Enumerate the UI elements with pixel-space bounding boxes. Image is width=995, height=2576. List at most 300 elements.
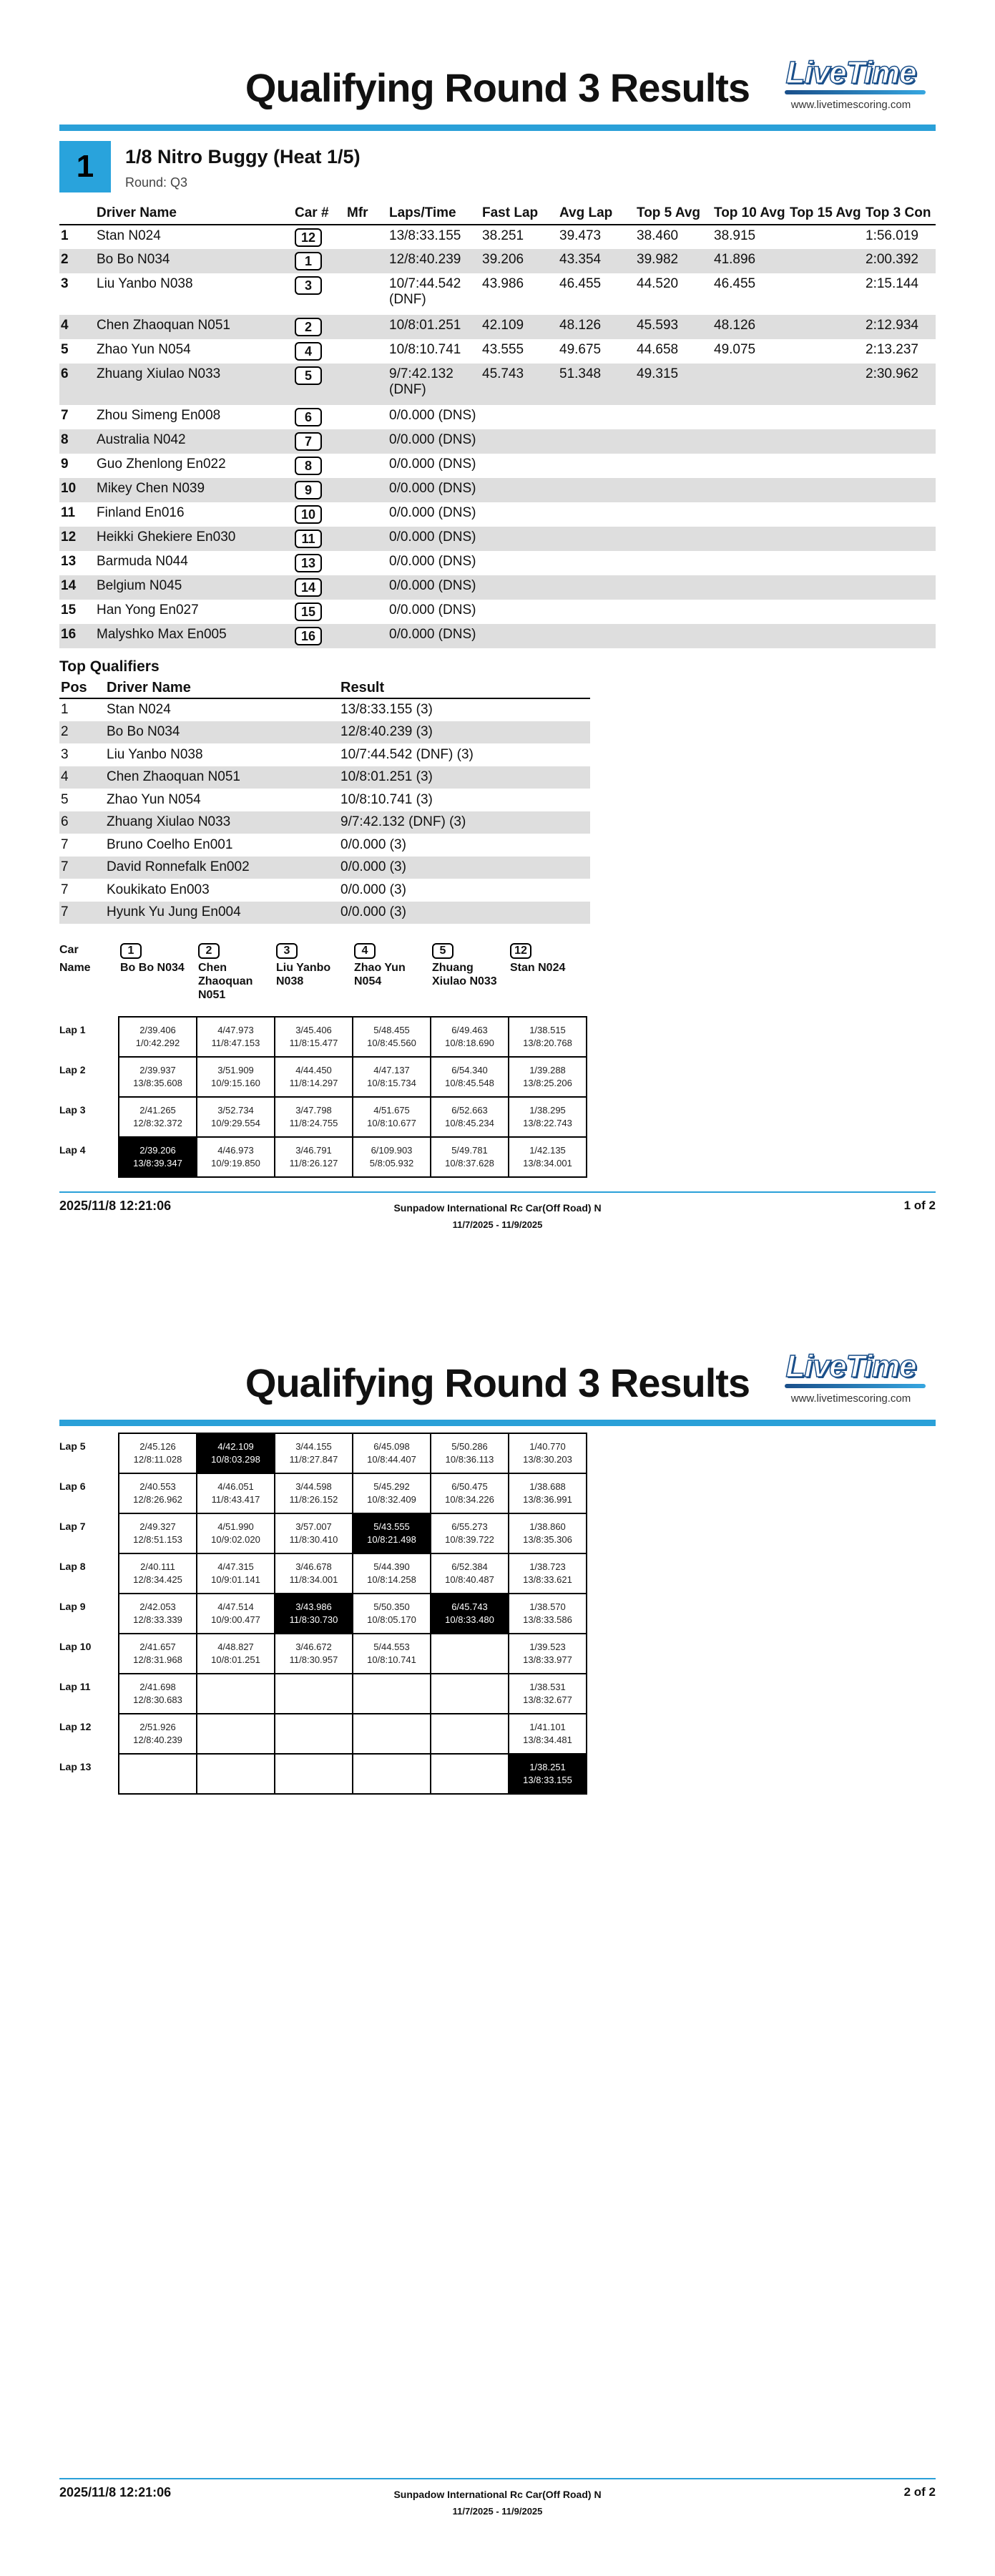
lap-time-cell: [353, 1473, 431, 1513]
lap-position-time: 4/48.827: [217, 1641, 254, 1652]
lap-total-time: 10/8:45.234: [445, 1118, 494, 1128]
results-cell-top10: 41.896: [712, 249, 788, 273]
lap-time-cell: [275, 1634, 353, 1674]
results-cell-name: Chen Zhaoquan N051: [95, 315, 293, 339]
car-number-badge: 2: [295, 318, 322, 336]
lap-empty-cell: [353, 1714, 431, 1754]
lap-row: [59, 1553, 587, 1594]
results-row: [59, 273, 936, 315]
lap-time-cell: [509, 1017, 587, 1057]
tq-cell-name: Liu Yanbo N038: [107, 746, 203, 762]
car-number-badge: 1: [295, 252, 322, 270]
results-cell-top10: 48.126: [712, 315, 788, 339]
results-cell-name: Barmuda N044: [97, 554, 188, 569]
results-row: [59, 575, 936, 600]
lap-time-cell: [275, 1137, 353, 1177]
results-cell-car: [293, 502, 345, 527]
lap-total-time: 1/0:42.292: [135, 1038, 180, 1048]
lap-time-cell: [353, 1433, 431, 1473]
logo-wordmark: LiveTime: [785, 55, 916, 90]
lap-total-time: 12/8:30.683: [133, 1694, 182, 1705]
lap-row: [59, 1714, 587, 1754]
lap-position-time: 1/41.101: [529, 1722, 566, 1732]
results-cell-name: Liu Yanbo N038: [97, 276, 193, 291]
lap-total-time: 13/8:22.743: [523, 1118, 572, 1128]
results-cell-fast: [481, 575, 558, 600]
lap-time-cell: [275, 1057, 353, 1097]
lap-total-time: 10/8:32.409: [367, 1494, 416, 1505]
results-cell-top3: 2:13.237: [866, 342, 918, 357]
tq-cell-pos: 5: [61, 791, 69, 807]
lap-total-time: 13/8:33.621: [523, 1574, 572, 1585]
car-number-badge: 3: [276, 943, 298, 959]
lap-time-cell: [353, 1553, 431, 1594]
results-cell-name: Zhou Simeng En008: [97, 408, 221, 423]
results-cell-car: [293, 315, 345, 339]
lap-total-time: 12/8:34.425: [133, 1574, 182, 1585]
lap-total-time: 10/8:01.251: [211, 1654, 260, 1665]
lap-total-time: 13/8:36.991: [523, 1494, 572, 1505]
name-label: Name: [59, 962, 91, 974]
lap-time-cell: [119, 1714, 197, 1754]
results-cell-top15: [788, 600, 864, 624]
lap-time-cell: [353, 1097, 431, 1137]
footer-datetime: 2025/11/8 12:21:06: [59, 1199, 172, 1213]
lap-total-time: 13/8:35.306: [523, 1534, 572, 1545]
logo-url: www.livetimescoring.com: [790, 1392, 911, 1405]
lap-total-time: 11/8:34.001: [289, 1574, 338, 1585]
tq-row: [59, 902, 590, 924]
results-cell-top5: [635, 624, 712, 648]
results-cell-car: [293, 551, 345, 575]
car-number-badge: 1: [120, 943, 142, 959]
lap-position-time: 1/38.515: [529, 1025, 566, 1035]
lap-time-cell: [509, 1097, 587, 1137]
lap-position-time: 1/38.723: [529, 1561, 566, 1572]
lap-time-cell: [431, 1097, 509, 1137]
lap-position-time: 3/47.798: [295, 1105, 332, 1116]
results-cell-top15: [788, 339, 864, 364]
report-title: Qualifying Round 3 Results: [245, 1360, 750, 1405]
lap-total-time: 13/8:20.768: [523, 1038, 572, 1048]
results-cell-top10: [712, 478, 788, 502]
lap-position-time: 2/39.206: [139, 1145, 176, 1156]
lap-empty-cell: [275, 1714, 353, 1754]
results-cell-car: [293, 273, 345, 315]
lap-driver-header: [198, 943, 274, 1002]
results-cell-car: [293, 527, 345, 551]
results-cell-fast: 42.109: [481, 315, 558, 339]
footer-rule: [59, 2478, 936, 2479]
lap-time-cell: [431, 1594, 509, 1634]
tq-cell-name: Koukikato En003: [107, 882, 210, 897]
lap-time-cell: [275, 1473, 353, 1513]
lap-time-cell: [119, 1513, 197, 1553]
results-col-header: Top 5 Avg: [635, 202, 712, 225]
lap-empty-cell: [119, 1754, 197, 1794]
results-cell-car: [293, 429, 345, 454]
results-cell-car: [293, 478, 345, 502]
results-cell-top5: 44.520: [637, 276, 679, 291]
results-cell-pos: 3: [61, 276, 69, 291]
lap-time-cell: [275, 1513, 353, 1553]
lap-position-time: 1/38.531: [529, 1682, 566, 1692]
results-cell-mfr: [345, 364, 388, 405]
results-cell-top5: 38.460: [637, 228, 679, 243]
tq-cell-pos: 2: [59, 721, 105, 744]
lap-total-time: 12/8:33.339: [133, 1614, 182, 1625]
driver-name: Chen Zhaoquan N051: [198, 962, 253, 1001]
lap-position-time: 6/52.384: [451, 1561, 488, 1572]
results-cell-top3: [864, 527, 936, 551]
results-row: [59, 364, 936, 405]
results-cell-top3: 2:15.144: [866, 276, 918, 291]
header-rule: [59, 1420, 936, 1426]
lap-time-cell: [353, 1017, 431, 1057]
lap-chart-table-page-2: [59, 1433, 587, 1795]
lap-position-time: 4/47.514: [217, 1601, 254, 1612]
heat-number-badge: 1: [59, 141, 111, 192]
results-cell-top3: [864, 502, 936, 527]
car-number-badge: 3: [295, 276, 322, 295]
results-cell-fast: [481, 502, 558, 527]
tq-row: [59, 879, 590, 902]
results-cell-top5: 44.658: [637, 342, 679, 357]
results-cell-name: Han Yong En027: [97, 602, 199, 618]
results-cell-car: [293, 249, 345, 273]
results-cell-mfr: [345, 551, 388, 575]
results-cell-pos: 11: [61, 505, 76, 520]
footer-page-number: 2 of 2: [903, 2485, 936, 2499]
results-cell-top3: [864, 454, 936, 478]
tq-cell-pos: 6: [59, 811, 105, 834]
lap-position-time: 1/38.860: [529, 1521, 566, 1532]
lap-position-time: 2/41.265: [139, 1105, 176, 1116]
lap-time-cell: [119, 1097, 197, 1137]
lap-empty-cell: [275, 1674, 353, 1714]
lap-total-time: 10/9:00.477: [211, 1614, 260, 1625]
results-row: [59, 225, 936, 249]
results-col-header: Driver Name: [95, 202, 293, 225]
lap-position-time: 2/40.553: [139, 1481, 176, 1492]
lap-total-time: 12/8:51.153: [133, 1534, 182, 1545]
lap-time-cell: [431, 1473, 509, 1513]
lap-driver-header: [120, 943, 196, 975]
results-cell-top5: [635, 575, 712, 600]
lap-total-time: 12/8:32.372: [133, 1118, 182, 1128]
results-cell-mfr: [345, 527, 388, 551]
car-number-badge: 7: [295, 432, 322, 451]
results-cell-laps: 0/0.000 (DNS): [388, 575, 481, 600]
lap-total-time: 13/8:33.155: [523, 1775, 572, 1785]
lap-position-time: 1/38.251: [529, 1762, 566, 1772]
report-title: Qualifying Round 3 Results: [245, 65, 750, 110]
lap-position-time: 1/42.135: [529, 1145, 566, 1156]
lap-position-time: 5/50.350: [373, 1601, 410, 1612]
lap-position-time: 3/46.678: [295, 1561, 332, 1572]
results-cell-laps: 0/0.000 (DNS): [389, 505, 476, 520]
logo-swoosh: [785, 90, 926, 94]
tq-cell-name: Chen Zhaoquan N051: [105, 766, 339, 789]
tq-cell-pos: 4: [59, 766, 105, 789]
tq-cell-result: 10/8:01.251 (3): [339, 766, 590, 789]
car-number-badge: 6: [295, 408, 322, 426]
results-cell-mfr: [345, 502, 388, 527]
results-cell-laps: 0/0.000 (DNS): [389, 602, 476, 618]
footer-event: Sunpadow International Rc Car(Off Road) N: [393, 1202, 602, 1214]
lap-total-time: 11/8:14.297: [289, 1078, 338, 1088]
lap-position-time: 4/46.051: [217, 1481, 254, 1492]
lap-label: Lap 4: [59, 1144, 86, 1156]
lap-time-cell: [431, 1513, 509, 1553]
car-number-badge: 15: [295, 602, 322, 621]
results-row: [59, 339, 936, 364]
results-cell-top5: [635, 429, 712, 454]
lap-total-time: 13/8:39.347: [133, 1158, 182, 1169]
lap-label: Lap 7: [59, 1521, 86, 1532]
results-col-header: Mfr: [345, 202, 388, 225]
results-cell-name: Guo Zhenlong En022: [97, 457, 226, 472]
lap-position-time: 2/41.657: [139, 1641, 176, 1652]
lap-position-time: 3/51.909: [217, 1065, 254, 1075]
lap-position-time: 3/43.986: [295, 1601, 332, 1612]
results-cell-fast: [481, 454, 558, 478]
livetime-logo: [763, 1351, 938, 1405]
lap-time-cell: [431, 1553, 509, 1594]
results-cell-avg: [558, 454, 635, 478]
results-cell-top10: [712, 429, 788, 454]
driver-name: Zhao Yun N054: [354, 962, 406, 987]
results-cell-mfr: [345, 429, 388, 454]
lap-position-time: 5/45.292: [373, 1481, 410, 1492]
results-cell-avg: [558, 502, 635, 527]
results-cell-top10: [712, 551, 788, 575]
results-cell-car: [293, 225, 345, 249]
results-cell-top15: [788, 429, 864, 454]
lap-time-cell: [197, 1594, 275, 1634]
results-cell-mfr: [345, 405, 388, 429]
lap-total-time: 10/8:36.113: [445, 1454, 494, 1465]
lap-position-time: 6/52.663: [451, 1105, 488, 1116]
lap-position-time: 4/46.973: [217, 1145, 254, 1156]
results-cell-top5: 39.982: [635, 249, 712, 273]
lap-time-cell: [275, 1553, 353, 1594]
lap-row: [59, 1057, 587, 1097]
lap-total-time: 11/8:27.847: [289, 1454, 338, 1465]
lap-total-time: 11/8:30.730: [289, 1614, 338, 1625]
results-cell-laps: 9/7:42.132 (DNF): [388, 364, 481, 405]
results-cell-name: Finland En016: [97, 505, 185, 520]
results-cell-top15: [788, 315, 864, 339]
top-qualifiers-header-row: [59, 678, 590, 698]
results-cell-avg: 39.473: [559, 228, 602, 243]
lap-position-time: 6/109.903: [371, 1145, 413, 1156]
lap-time-cell: [197, 1513, 275, 1553]
tq-row: [59, 698, 590, 721]
results-cell-top10: [712, 527, 788, 551]
footer-datetime: 2025/11/8 12:21:06: [59, 2485, 172, 2499]
results-cell-top15: [788, 478, 864, 502]
tq-cell-name: David Ronnefalk En002: [105, 857, 339, 879]
results-cell-mfr: [345, 249, 388, 273]
results-cell-pos: 15: [61, 602, 77, 618]
results-cell-top10: [712, 624, 788, 648]
top-qualifiers-table: [59, 678, 590, 924]
lap-total-time: 10/8:03.298: [211, 1454, 260, 1465]
lap-total-time: 13/8:33.977: [523, 1654, 572, 1665]
lap-time-cell: [197, 1634, 275, 1674]
lap-total-time: 10/9:15.160: [211, 1078, 260, 1088]
lap-total-time: 10/8:45.560: [367, 1038, 416, 1048]
lap-total-time: 11/8:47.153: [211, 1038, 260, 1048]
lap-label: Lap 6: [59, 1480, 86, 1492]
results-cell-avg: [558, 527, 635, 551]
car-number-badge: 14: [295, 578, 322, 597]
car-number-badge: 13: [295, 554, 322, 572]
lap-time-cell: [353, 1057, 431, 1097]
results-cell-mfr: [345, 478, 388, 502]
lap-total-time: 13/8:34.001: [523, 1158, 572, 1169]
lap-total-time: 13/8:34.481: [523, 1735, 572, 1745]
lap-position-time: 6/45.743: [451, 1601, 488, 1612]
lap-position-time: 1/38.295: [529, 1105, 566, 1116]
lap-time-cell: [275, 1097, 353, 1137]
results-cell-name: Malyshko Max En005: [95, 624, 293, 648]
results-col-header: Fast Lap: [481, 202, 558, 225]
results-cell-mfr: [345, 225, 388, 249]
lap-position-time: 5/48.455: [373, 1025, 410, 1035]
lap-position-time: 5/44.553: [373, 1641, 410, 1652]
results-table: [59, 202, 936, 648]
results-col-header: Avg Lap: [558, 202, 635, 225]
results-col-header: Top 15 Avg: [788, 202, 864, 225]
lap-time-cell: [353, 1594, 431, 1634]
results-cell-laps: 13/8:33.155: [389, 228, 461, 243]
lap-time-cell: [275, 1433, 353, 1473]
lap-total-time: 13/8:25.206: [523, 1078, 572, 1088]
results-cell-mfr: [345, 624, 388, 648]
lap-total-time: 10/8:18.690: [445, 1038, 494, 1048]
tq-cell-result: 12/8:40.239 (3): [339, 721, 590, 744]
lap-position-time: 1/40.770: [529, 1441, 566, 1452]
lap-total-time: 10/8:33.480: [445, 1614, 494, 1625]
lap-position-time: 4/47.315: [217, 1561, 254, 1572]
car-number-badge: 4: [295, 342, 322, 361]
tq-cell-result: 0/0.000 (3): [339, 902, 590, 924]
results-cell-car: [293, 600, 345, 624]
tq-cell-pos: 7: [61, 882, 69, 897]
car-label: Car: [59, 944, 79, 956]
results-row: [59, 454, 936, 478]
results-cell-pos: 8: [59, 429, 95, 454]
lap-total-time: 12/8:26.962: [133, 1494, 182, 1505]
results-cell-top10: [712, 575, 788, 600]
lap-label: Lap 3: [59, 1104, 86, 1116]
tq-row: [59, 743, 590, 766]
results-col-header: Top 10 Avg: [712, 202, 788, 225]
results-cell-top10: [712, 405, 788, 429]
results-row: [59, 502, 936, 527]
lap-chart-table-page-1: [59, 1016, 587, 1178]
results-cell-pos: 14: [59, 575, 95, 600]
car-number-badge: 4: [354, 943, 376, 959]
lap-total-time: 10/8:21.498: [367, 1534, 416, 1545]
livetime-logo: [763, 57, 938, 111]
lap-total-time: 12/8:31.968: [133, 1654, 182, 1665]
results-cell-avg: 48.126: [558, 315, 635, 339]
lap-position-time: 4/51.675: [373, 1105, 410, 1116]
results-cell-top15: [788, 249, 864, 273]
results-cell-mfr: [345, 575, 388, 600]
results-cell-mfr: [345, 315, 388, 339]
lap-row: [59, 1634, 587, 1674]
lap-total-time: 10/8:05.170: [367, 1614, 416, 1625]
lap-time-cell: [509, 1433, 587, 1473]
lap-position-time: 5/43.555: [373, 1521, 410, 1532]
results-cell-top5: [635, 600, 712, 624]
lap-chart-header: [59, 943, 603, 1012]
lap-position-time: 2/42.053: [139, 1601, 176, 1612]
lap-driver-header: [432, 943, 508, 988]
lap-time-cell: [119, 1473, 197, 1513]
lap-position-time: 6/49.463: [451, 1025, 488, 1035]
results-row: [59, 478, 936, 502]
results-cell-laps: 0/0.000 (DNS): [388, 527, 481, 551]
lap-position-time: 2/39.406: [139, 1025, 176, 1035]
lap-time-cell: [119, 1137, 197, 1177]
results-cell-name: Belgium N045: [95, 575, 293, 600]
lap-label: Lap 11: [59, 1681, 91, 1692]
results-col-header: Top 3 Con: [864, 202, 936, 225]
lap-total-time: 11/8:43.417: [211, 1494, 260, 1505]
car-number-badge: 12: [510, 943, 531, 959]
lap-row: [59, 1017, 587, 1057]
tq-cell-result: 0/0.000 (3): [339, 857, 590, 879]
lap-time-cell: [509, 1553, 587, 1594]
lap-driver-header: [510, 943, 586, 975]
results-cell-top3: 2:00.392: [864, 249, 936, 273]
driver-name: Liu Yanbo N038: [276, 962, 331, 987]
results-cell-top5: [635, 454, 712, 478]
lap-position-time: 5/44.390: [373, 1561, 410, 1572]
lap-time-cell: [509, 1057, 587, 1097]
results-cell-avg: 51.348: [558, 364, 635, 405]
lap-time-cell: [119, 1553, 197, 1594]
tq-row: [59, 721, 590, 744]
footer-page-number: 1 of 2: [903, 1199, 936, 1212]
car-number-badge: 5: [432, 943, 454, 959]
results-cell-car: [293, 624, 345, 648]
results-cell-top5: [635, 527, 712, 551]
lap-empty-cell: [353, 1754, 431, 1794]
results-cell-fast: [481, 624, 558, 648]
results-cell-pos: 5: [61, 342, 69, 357]
results-cell-laps: 12/8:40.239: [388, 249, 481, 273]
lap-empty-cell: [431, 1754, 509, 1794]
lap-time-cell: [197, 1473, 275, 1513]
results-cell-top5: [635, 502, 712, 527]
lap-time-cell: [431, 1057, 509, 1097]
lap-time-cell: [197, 1017, 275, 1057]
results-row: [59, 405, 936, 429]
lap-time-cell: [197, 1057, 275, 1097]
lap-empty-cell: [197, 1714, 275, 1754]
results-cell-pos: 2: [59, 249, 95, 273]
lap-empty-cell: [197, 1754, 275, 1794]
results-cell-fast: 38.251: [482, 228, 524, 243]
logo-wordmark: LiveTime: [785, 1349, 916, 1384]
lap-row: [59, 1674, 587, 1714]
